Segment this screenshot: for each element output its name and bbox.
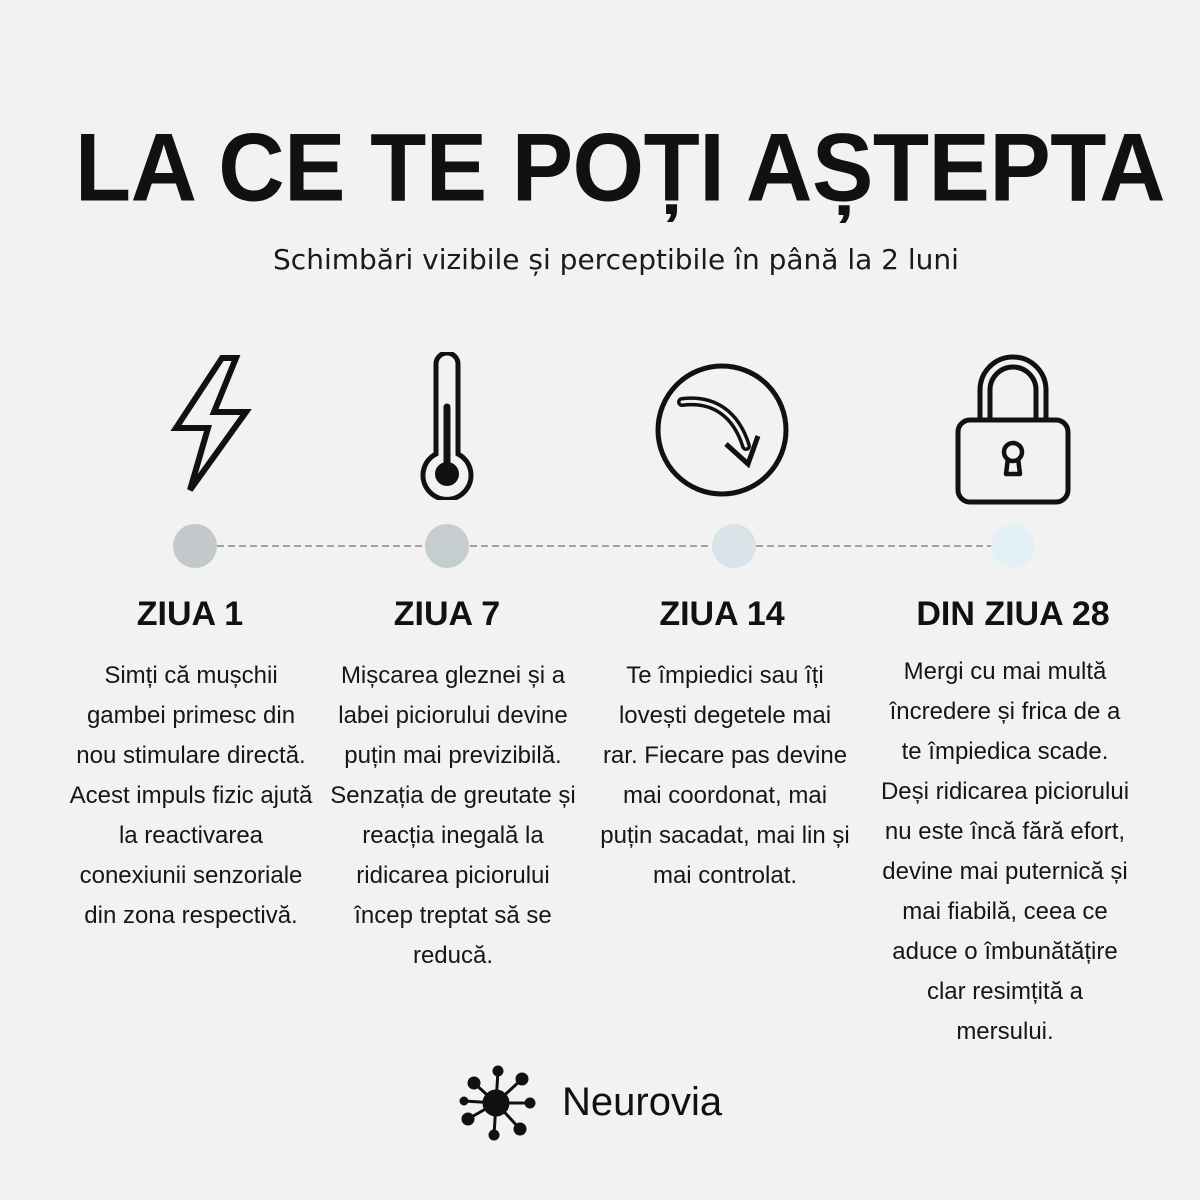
- padlock-icon: [948, 350, 1078, 510]
- page-title: LA CE TE POȚI AȘTEPTA: [74, 114, 1166, 222]
- step-title-day-28: DIN ZIUA 28: [916, 595, 1110, 633]
- step-text-day-28: Mergi cu mai multă încredere și frica de a te împiedica scade. Deși ridicarea piciorului nu este încă fără efort, devine mai puternică și mai fiabilă, ceea ce aduce o îmbunătățire clar resimțită a mersului.: [880, 658, 1130, 1045]
- brand-name: Neurovia: [562, 1079, 723, 1124]
- step-text-day-1: Simți că mușchii gambei primesc din nou stimulare directă. Acest impuls fizic ajută la reactivarea conexiunii senzoriale din zona respectivă.: [69, 662, 313, 929]
- step-title-day-1: ZIUA 1: [136, 595, 244, 633]
- step-title-day-14: ZIUA 14: [659, 595, 785, 633]
- network-nodes-icon: [458, 1063, 536, 1141]
- curved-arrow-circle-icon: [652, 360, 792, 500]
- lightning-bolt-icon: [160, 350, 260, 500]
- timeline-dot-3: [712, 524, 756, 568]
- timeline-dot-1: [173, 524, 217, 568]
- step-text-day-7: Mișcarea gleznei și a labei piciorului devine puțin mai previzibilă. Senzația de greutate și reacția inegală la ridicarea piciorului încep treptat să se reducă.: [330, 662, 576, 969]
- timeline-dot-4: [991, 524, 1035, 568]
- timeline-dot-2: [425, 524, 469, 568]
- page-subtitle: Schimbări vizibile și perceptibile în până la 2 luni: [273, 243, 959, 276]
- step-text-day-14: Te împiedici sau îți lovești degetele mai rar. Fiecare pas devine mai coordonat, mai puțin sacadat, mai lin și mai controlat.: [600, 662, 850, 889]
- thermometer-icon: [412, 352, 482, 500]
- step-title-day-7: ZIUA 7: [393, 595, 501, 633]
- brand-logo: [458, 1062, 722, 1142]
